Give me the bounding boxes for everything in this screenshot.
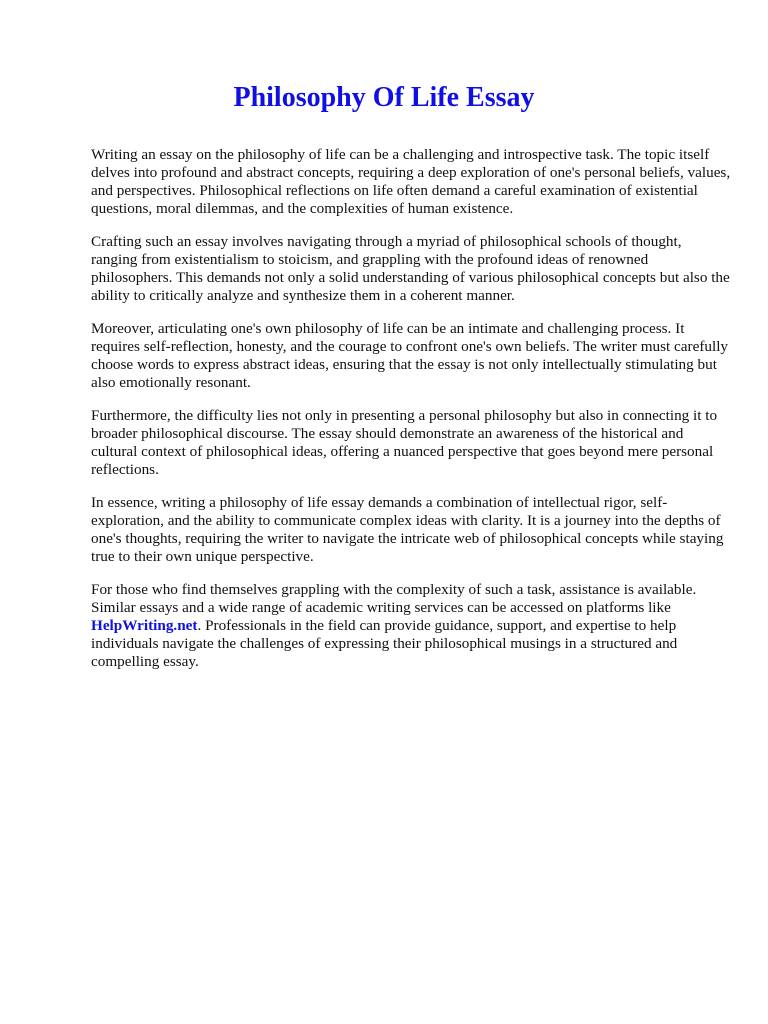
helpwriting-link[interactable]: HelpWriting.net xyxy=(91,617,198,634)
page-title: Philosophy Of Life Essay xyxy=(233,82,535,113)
paragraph-6 xyxy=(91,581,731,671)
paragraph-5: In essence, writing a philosophy of life essay demands a combination of intellectual rigor, self-exploration, and the ability to communicate complex ideas with clarity. It is a journey into the depths of one's thoughts, requiring the writer to navigate the intricate web of philosophical concepts while staying true to their own unique perspective. xyxy=(91,494,724,565)
essay-body xyxy=(91,146,731,686)
paragraph-3: Moreover, articulating one's own philosophy of life can be an intimate and challenging process. It requires self-reflection, honesty, and the courage to confront one's own beliefs. The writer must carefully choose words to express abstract ideas, ensuring that the essay is not only intellectually stimulating but also emotionally resonant. xyxy=(91,320,729,391)
paragraph-6-after-link: . Professionals in the field can provide guidance, support, and expertise to help individuals navigate the challenges of expressing their philosophical musings in a structured and compelling essay. xyxy=(91,617,678,670)
paragraph-1: Writing an essay on the philosophy of life can be a challenging and introspective task. The topic itself delves into profound and abstract concepts, requiring a deep exploration of one's personal beliefs, values, and perspectives. Philosophical reflections on life often demand a careful examination of existential questions, moral dilemmas, and the complexities of human existence. xyxy=(91,146,731,217)
paragraph-4: Furthermore, the difficulty lies not only in presenting a personal philosophy but also in connecting it to broader philosophical discourse. The essay should demonstrate an awareness of the historical and cultural context of philosophical ideas, offering a nuanced perspective that goes beyond mere personal reflections. xyxy=(91,407,718,478)
paragraph-6-before-link: For those who find themselves grappling with the complexity of such a task, assistance is available. Similar essays and a wide range of academic writing services can be accessed on platforms like xyxy=(91,581,697,616)
paragraph-2: Crafting such an essay involves navigating through a myriad of philosophical schools of thought, ranging from existentialism to stoicism, and grappling with the profound ideas of renowned philosophers. This demands not only a solid understanding of various philosophical concepts but also the ability to critically analyze and synthesize them in a coherent manner. xyxy=(91,233,730,304)
